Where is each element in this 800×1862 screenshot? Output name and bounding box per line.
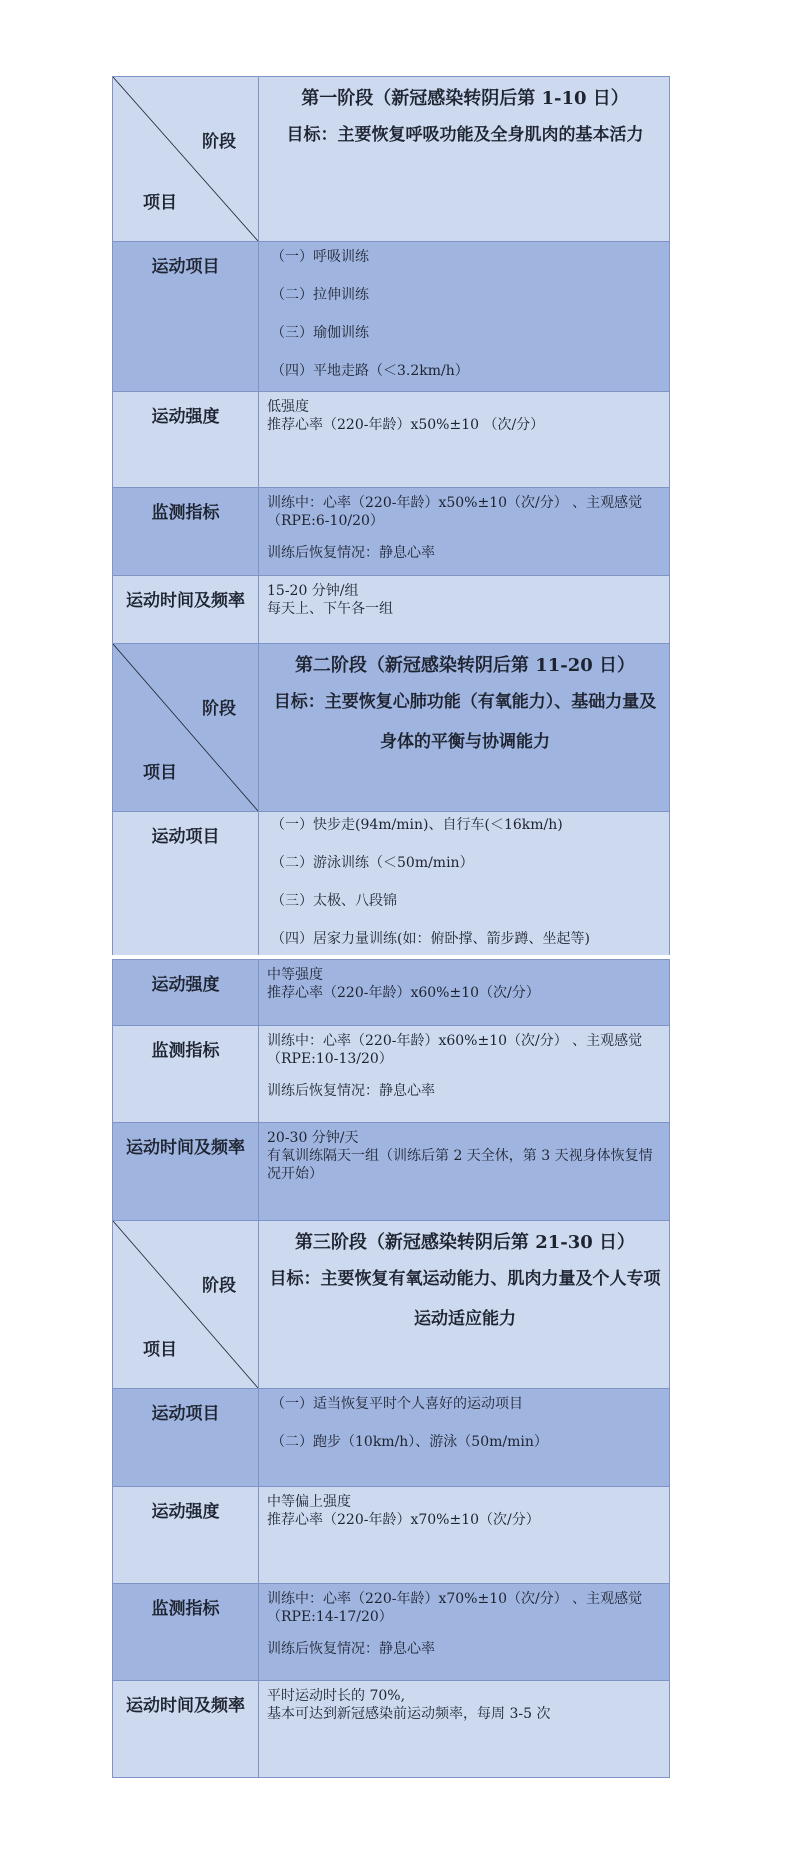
time-frequency: 基本可达到新冠感染前运动频率，每周 3-5 次 xyxy=(267,1706,551,1722)
diagonal-line xyxy=(113,644,258,811)
intensity-level: 中等偏上强度 xyxy=(267,1494,351,1510)
phase3-title: 第三阶段（新冠感染转阴后第 21-30 日） xyxy=(294,1232,636,1253)
phase2-title: 第二阶段（新冠感染转阴后第 11-20 日） xyxy=(294,655,636,676)
list-item: （四）平地走路（＜3.2km/h） xyxy=(271,363,469,379)
phase3-items-row xyxy=(112,1388,670,1486)
phase3-intensity-row xyxy=(112,1486,670,1583)
list-item: （三）瑜伽训练 xyxy=(271,325,369,341)
phase1-monitoring-row xyxy=(112,487,670,575)
project-label: 项目 xyxy=(143,1340,177,1360)
intensity-level: 中等强度 xyxy=(267,967,323,983)
list-item: （二）跑步（10km/h）、游泳（50m/min） xyxy=(271,1434,548,1450)
time-freq-label: 运动时间及频率 xyxy=(113,1123,259,1220)
exercise-plan-table xyxy=(112,76,670,1778)
phase2-intensity-row xyxy=(112,959,670,1025)
project-label: 项目 xyxy=(143,763,177,783)
header-diagonal-cell xyxy=(113,77,259,241)
header-diagonal-cell xyxy=(113,644,259,811)
monitoring-during: 训练中：心率（220-年龄）x70%±10（次/分） 、主观感觉 （RPE:14-17/20） xyxy=(267,1591,643,1625)
intensity-label: 运动强度 xyxy=(113,960,259,1025)
phase1-items-row xyxy=(112,241,670,391)
list-item: （一）适当恢复平时个人喜好的运动项目 xyxy=(271,1396,523,1412)
monitoring-during: 训练中：心率（220-年龄）x60%±10（次/分） 、主观感觉 （RPE:10-13/20） xyxy=(267,1033,643,1067)
intensity-level: 低强度 xyxy=(267,399,309,415)
phase2-items-row xyxy=(112,811,670,955)
phase3-header-row xyxy=(112,1220,670,1388)
monitoring-after: 训练后恢复情况：静息心率 xyxy=(267,1641,435,1657)
stage-label: 阶段 xyxy=(202,699,236,719)
list-item: （一）呼吸训练 xyxy=(271,249,369,265)
phase1-intensity-row xyxy=(112,391,670,487)
header-diagonal-cell xyxy=(113,1221,259,1388)
project-label: 项目 xyxy=(143,193,177,213)
phase2-time-row xyxy=(112,1122,670,1220)
time-frequency: 有氧训练隔天一组（训练后第 2 天全休，第 3 天视身体恢复情况开始） xyxy=(267,1148,653,1182)
items-label: 运动项目 xyxy=(113,242,259,391)
diagonal-line xyxy=(113,77,258,241)
time-freq-label: 运动时间及频率 xyxy=(113,576,259,643)
phase3-time-row xyxy=(112,1680,670,1778)
monitoring-after: 训练后恢复情况：静息心率 xyxy=(267,545,435,561)
intensity-label: 运动强度 xyxy=(113,392,259,487)
list-item: （三）太极、八段锦 xyxy=(271,893,397,909)
time-duration: 20-30 分钟/天 xyxy=(267,1130,359,1146)
phase2-header-row xyxy=(112,643,670,811)
phase1-title: 第一阶段（新冠感染转阴后第 1-10 日） xyxy=(301,88,629,109)
items-label: 运动项目 xyxy=(113,1389,259,1486)
monitoring-during: 训练中：心率（220-年龄）x50%±10（次/分） 、主观感觉 （RPE:6-10/20） xyxy=(267,495,643,529)
time-freq-label: 运动时间及频率 xyxy=(113,1681,259,1777)
monitoring-label: 监测指标 xyxy=(113,1584,259,1680)
list-item: （二）拉伸训练 xyxy=(271,287,369,303)
time-frequency: 每天上、下午各一组 xyxy=(267,601,393,617)
monitoring-label: 监测指标 xyxy=(113,1026,259,1122)
phase1-header-row xyxy=(112,76,670,241)
monitoring-after: 训练后恢复情况：静息心率 xyxy=(267,1083,435,1099)
recommended-heart-rate: 推荐心率（220-年龄）x50%±10 （次/分） xyxy=(267,417,545,433)
stage-label: 阶段 xyxy=(202,1276,236,1296)
time-duration: 15-20 分钟/组 xyxy=(267,583,359,599)
items-label: 运动项目 xyxy=(113,812,259,955)
list-item: （一）快步走(94m/min)、自行车(＜16km/h) xyxy=(271,817,563,833)
phase1-goal: 目标：主要恢复呼吸功能及全身肌肉的基本活力 xyxy=(286,125,644,145)
phase2-monitoring-row xyxy=(112,1025,670,1122)
monitoring-label: 监测指标 xyxy=(113,488,259,575)
phase3-monitoring-row xyxy=(112,1583,670,1680)
intensity-label: 运动强度 xyxy=(113,1487,259,1583)
time-duration: 平时运动时长的 70%, xyxy=(267,1688,406,1704)
recommended-heart-rate: 推荐心率（220-年龄）x60%±10（次/分） xyxy=(267,985,540,1001)
list-item: （二）游泳训练（＜50m/min） xyxy=(271,855,474,871)
diagonal-line xyxy=(113,1221,258,1388)
stage-label: 阶段 xyxy=(202,132,236,152)
recommended-heart-rate: 推荐心率（220-年龄）x70%±10（次/分） xyxy=(267,1512,540,1528)
phase2-goal: 目标：主要恢复心肺功能（有氧能力）、基础力量及身体的平衡与协调能力 xyxy=(273,692,657,752)
list-item: （四）居家力量训练(如：俯卧撑、箭步蹲、坐起等) xyxy=(271,931,590,947)
phase1-time-row xyxy=(112,575,670,643)
phase3-goal: 目标：主要恢复有氧运动能力、肌肉力量及个人专项运动适应能力 xyxy=(269,1269,661,1329)
